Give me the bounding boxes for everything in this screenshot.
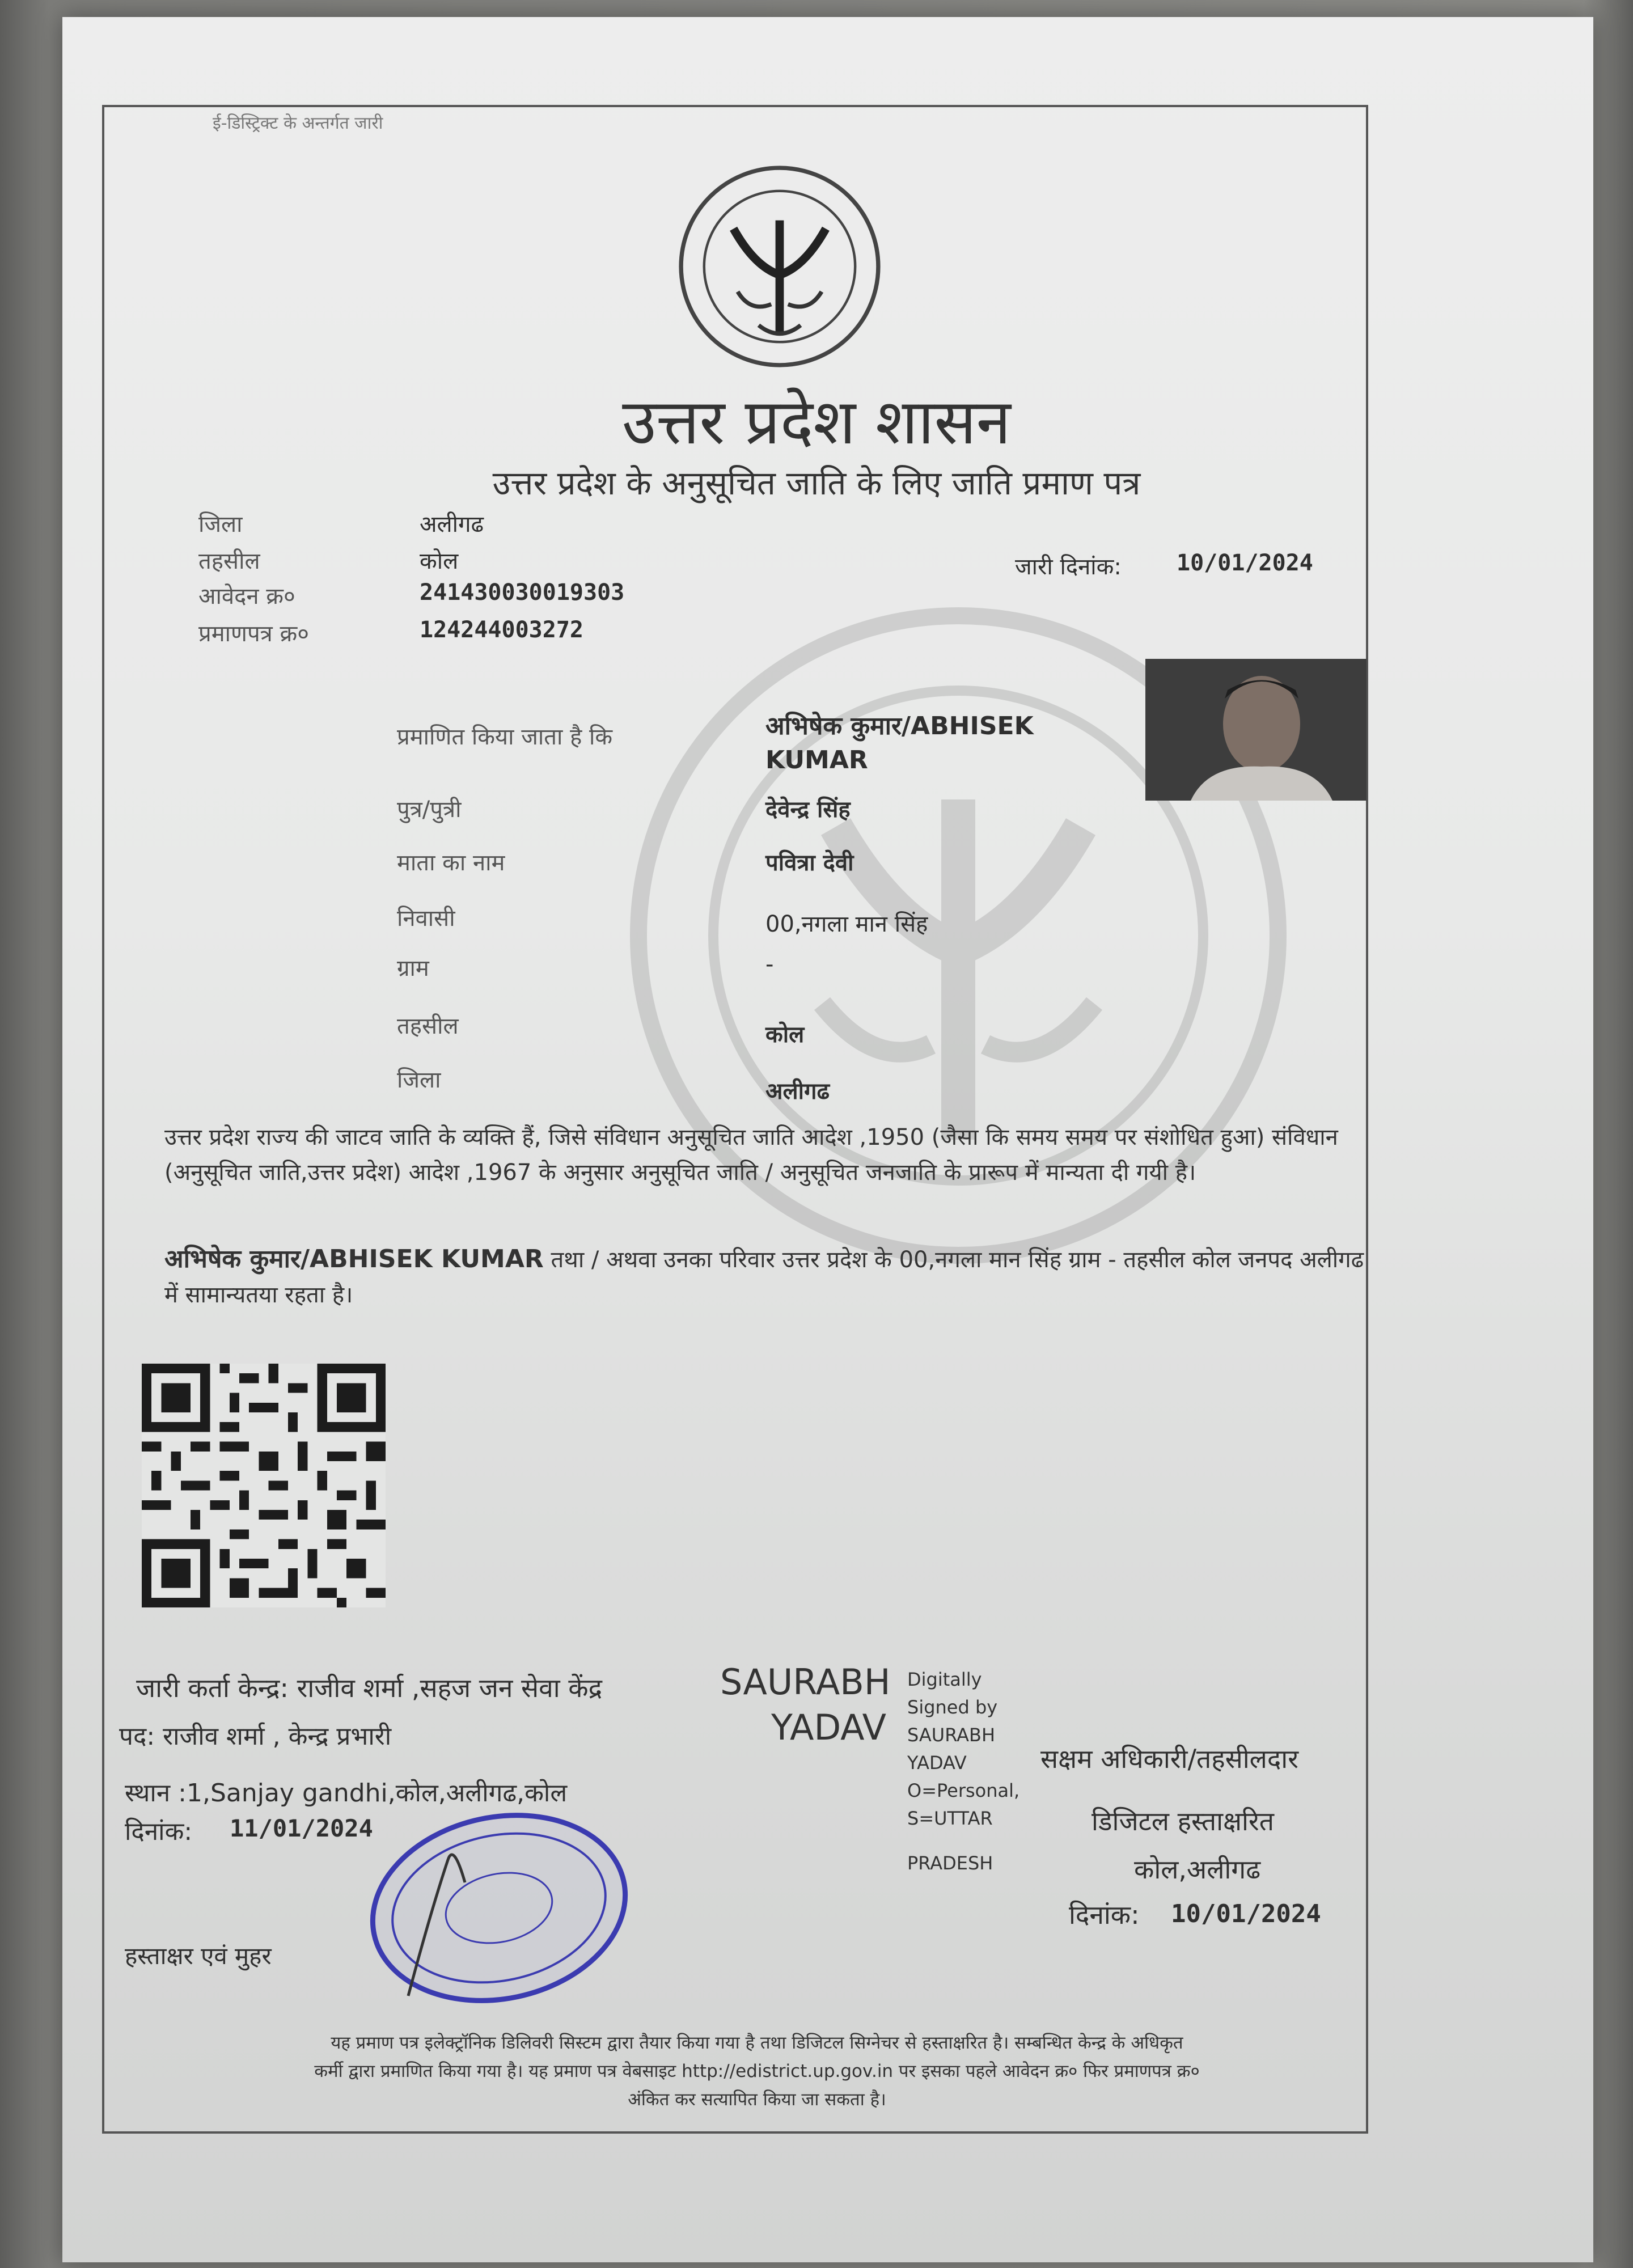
authority-place: कोल,अलीगढ: [1134, 1854, 1261, 1885]
ds-line-7: PRADESH: [907, 1852, 993, 1874]
issuer-place: स्थान :1,Sanjay gandhi,कोल,अलीगढ,कोल: [125, 1779, 568, 1808]
footer-line-1: यह प्रमाण पत्र इलेक्ट्रॉनिक डिलिवरी सिस्टम द्वारा तैयार किया गया है तथा डिजिटल सिग्नेचर से हस्ताक्षरित है। सम्बन्धित केन्द्र के अधिकृत: [331, 2033, 1183, 2053]
applicant-name-line2: KUMAR: [765, 746, 868, 775]
ds-line-4: YADAV: [907, 1752, 967, 1774]
footer-line-2: कर्मी द्वारा प्रमाणित किया गया है। यह प्रमाण पत्र वेबसाइट http://edistrict.up.gov.in पर इसका पहले आवेदन क्र० फिर प्रमाणपत्र क्र०: [314, 2061, 1200, 2081]
meta-district-label: जिला: [198, 511, 243, 538]
authority-date: 10/01/2024: [1171, 1899, 1321, 1928]
issuer-date-label: दिनांक:: [125, 1817, 193, 1846]
footer-line-3: अंकित कर सत्यापित किया जा सकता है।: [628, 2089, 886, 2110]
village-value: -: [765, 951, 774, 978]
district-value: अलीगढ: [765, 1078, 830, 1105]
residence-text: तथा / अथवा उनका परिवार उत्तर प्रदेश के 00,नगला मान सिंह ग्राम - तहसील कोल जनपद अलीगढ में सामान्यतया रहता है।: [164, 1247, 1364, 1308]
issuing-centre: जारी कर्ता केन्द्र: राजीव शर्मा ,सहज जन सेवा केंद्र: [136, 1673, 603, 1703]
residence-statement: [164, 1242, 1378, 1313]
top-note: ई-डिस्ट्रिक्ट के अन्तर्गत जारी: [213, 113, 383, 133]
signer-name-line1: SAURABH: [720, 1661, 891, 1703]
footer-note: [125, 2029, 1389, 2114]
certificate-number: 124244003272: [420, 617, 583, 643]
meta-tehsil-label: तहसील: [198, 548, 260, 574]
meta-tehsil-value: कोल: [420, 548, 459, 574]
meta-district-value: अलीगढ: [420, 511, 484, 538]
qr-code: [142, 1364, 386, 1607]
applicant-name-line1: अभिषेक कुमार/ABHISEK: [765, 712, 1034, 741]
signer-name-line2: YADAV: [771, 1707, 886, 1748]
resident-label: निवासी: [397, 905, 455, 932]
issuer-date: 11/01/2024: [230, 1814, 373, 1842]
meta-certificate-label: प्रमाणपत्र क्र०: [198, 621, 309, 647]
centre-seal-stamp: [357, 1809, 641, 2007]
tehsil-value: कोल: [765, 1022, 805, 1048]
parent-label: पुत्र/पुत्री: [397, 797, 462, 823]
signature-seal-label: हस्ताक्षर एवं मुहर: [125, 1942, 272, 1970]
certificate-subtitle: उत्तर प्रदेश के अनुसूचित जाति के लिए जाति प्रमाण पत्र: [492, 464, 1141, 502]
district-label: जिला: [397, 1067, 441, 1093]
ds-line-2: Signed by: [907, 1696, 998, 1718]
mother-name: पवित्रा देवी: [765, 850, 854, 876]
applicant-photo: [1145, 659, 1367, 801]
mother-label: माता का नाम: [397, 850, 505, 876]
ds-line-5: O=Personal,: [907, 1780, 1020, 1801]
authority-date-label: दिनांक:: [1069, 1899, 1140, 1930]
ds-line-1: Digitally: [907, 1669, 982, 1690]
parent-name: देवेन्द्र सिंह: [765, 797, 851, 823]
authority-digital-signed: डिजिटल हस्ताक्षरित: [1092, 1806, 1274, 1837]
resident-value: 00,नगला मान सिंह: [765, 911, 928, 937]
application-number: 241430030019303: [420, 579, 625, 606]
issuer-post: पद: राजीव शर्मा , केन्द्र प्रभारी: [119, 1722, 392, 1751]
page-title: उत्तर प्रदेश शासन: [622, 386, 1011, 458]
up-government-emblem-icon: [675, 162, 885, 371]
village-label: ग्राम: [397, 955, 429, 981]
ds-line-6: S=UTTAR: [907, 1808, 993, 1829]
caste-statement: उत्तर प्रदेश राज्य की जाटव जाति के व्यक्ति हैं, जिसे संविधान अनुसूचित जाति आदेश ,1950 (जैसा कि समय समय पर संशोधित हुआ) संविधान (अनुसूचित जाति,उत्तर प्रदेश) आदेश ,1967 के अनुसार अनुसूचित जाति / अनुसूचित जनजाति के प्रारूप में मान्यता दी गयी है।: [164, 1124, 1338, 1186]
authority-title: सक्षम अधिकारी/तहसीलदार: [1040, 1744, 1299, 1774]
certified-label: प्रमाणित किया जाता है कि: [397, 724, 613, 750]
ds-line-3: SAURABH: [907, 1724, 996, 1746]
issue-date: 10/01/2024: [1177, 550, 1313, 576]
issue-date-label: जारी दिनांक:: [1015, 554, 1122, 580]
meta-application-label: आवेदन क्र०: [198, 583, 295, 610]
applicant-name-inline: अभिषेक कुमार/ABHISEK KUMAR: [164, 1245, 544, 1273]
tehsil-label: तहसील: [397, 1013, 459, 1039]
